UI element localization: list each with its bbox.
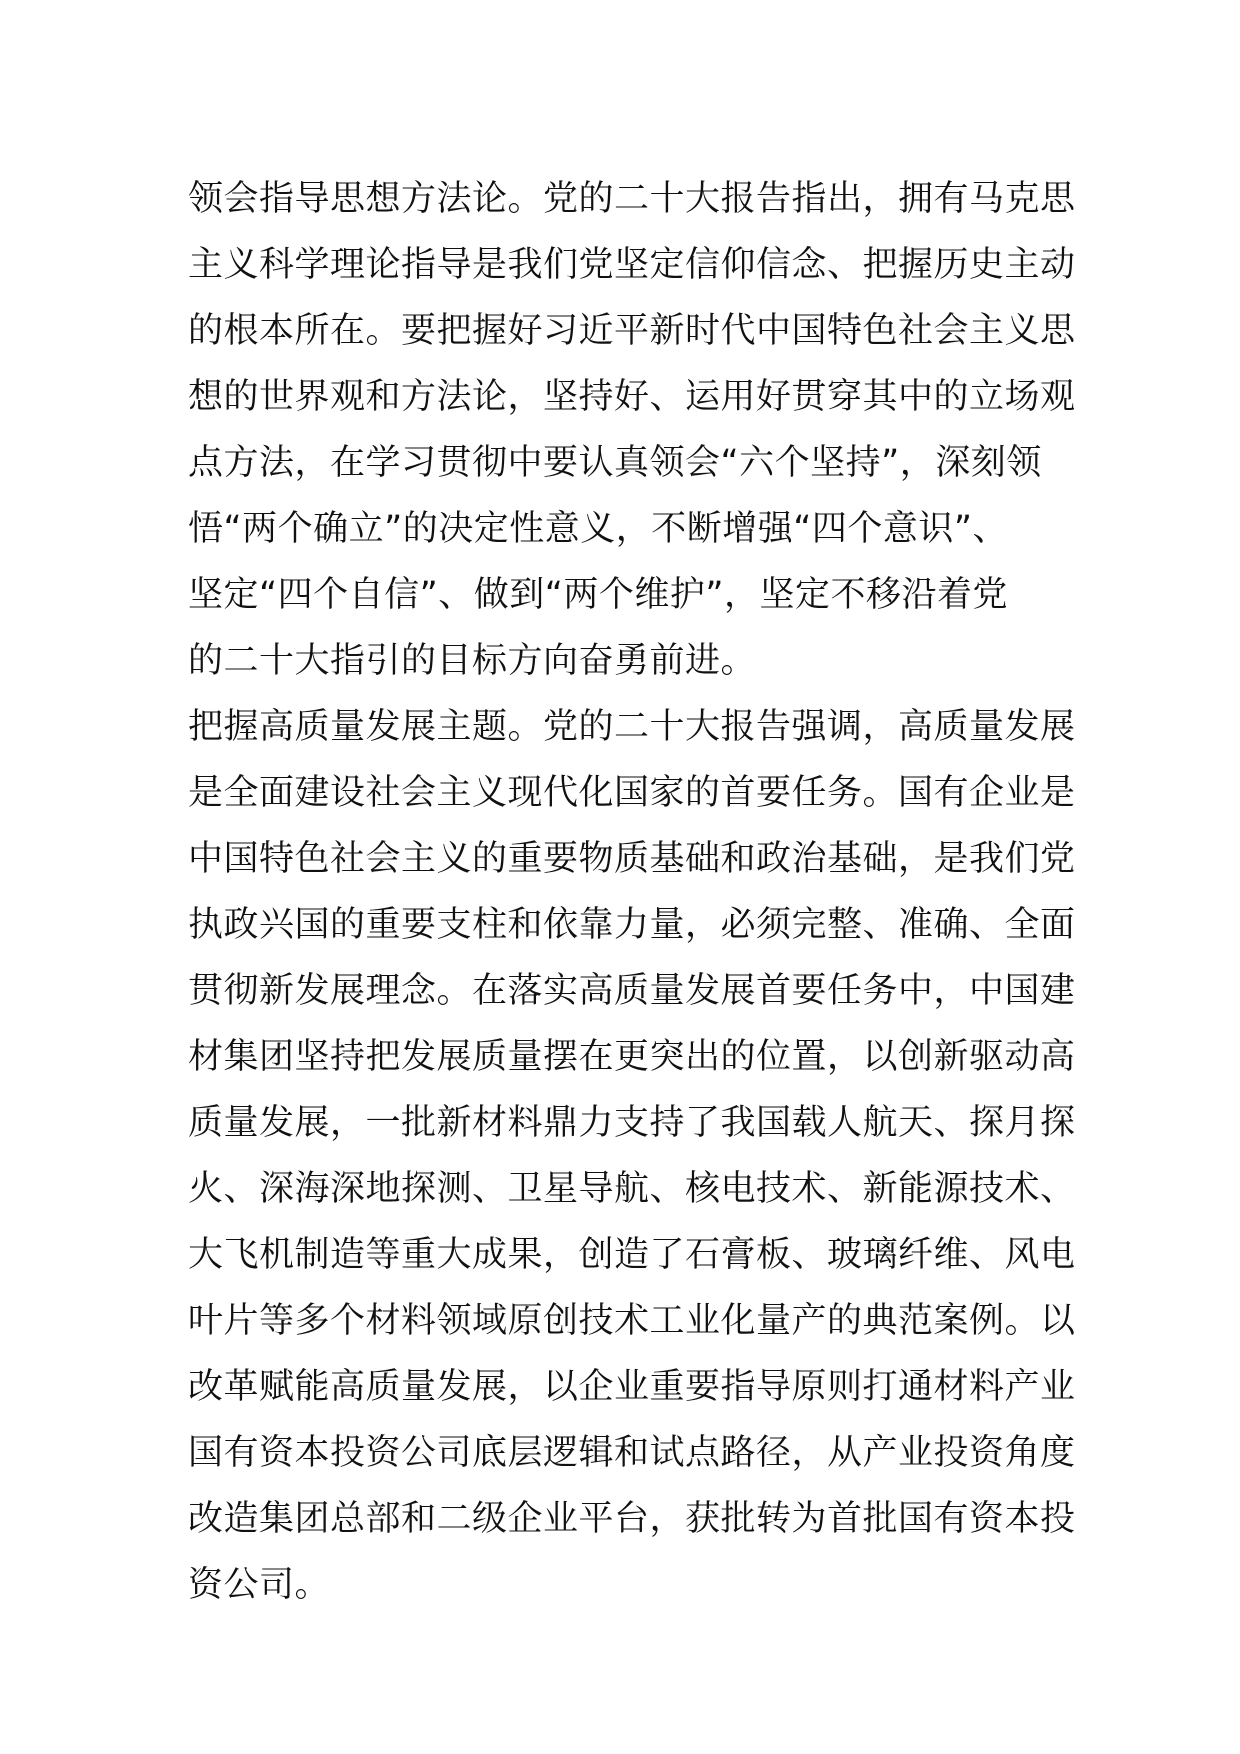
text-line: 想的世界观和方法论，坚持好、运用好贯穿其中的立场观 xyxy=(188,377,1076,417)
text-line: 是全面建设社会主义现代化国家的首要任务。国有企业是 xyxy=(188,773,1076,813)
text-line: 资公司。 xyxy=(188,1565,331,1605)
text-line: 叶片等多个材料领域原创技术工业化量产的典范案例。以 xyxy=(188,1301,1076,1341)
text-line: 中国特色社会主义的重要物质基础和政治基础，是我们党 xyxy=(188,839,1076,879)
text-line: 材集团坚持把发展质量摆在更突出的位置，以创新驱动高 xyxy=(188,1037,1076,1077)
paragraph-high-quality-development xyxy=(188,694,1076,1618)
text-line: 的根本所在。要把握好习近平新时代中国特色社会主义思 xyxy=(188,311,1076,351)
text-line: 改造集团总部和二级企业平台，获批转为首批国有资本投 xyxy=(188,1499,1076,1539)
text-line: 坚定“四个自信”、做到“两个维护”，坚定不移沿着党 xyxy=(188,575,1009,615)
document-body xyxy=(188,166,1076,1618)
text-line: 执政兴国的重要支柱和依靠力量，必须完整、准确、全面 xyxy=(188,905,1076,945)
text-line: 悟“两个确立”的决定性意义，不断增强“四个意识”、 xyxy=(188,509,1009,549)
text-line: 改革赋能高质量发展，以企业重要指导原则打通材料产业 xyxy=(188,1367,1076,1407)
paragraph-guiding-thought xyxy=(188,166,1076,694)
text-line: 的二十大指引的目标方向奋勇前进。 xyxy=(188,641,757,681)
text-line: 领会指导思想方法论。党的二十大报告指出，拥有马克思 xyxy=(188,179,1076,219)
text-line: 大飞机制造等重大成果，创造了石膏板、玻璃纤维、风电 xyxy=(188,1235,1076,1275)
text-line: 火、深海深地探测、卫星导航、核电技术、新能源技术、 xyxy=(188,1169,1076,1209)
text-line: 主义科学理论指导是我们党坚定信仰信念、把握历史主动 xyxy=(188,245,1076,285)
text-line: 贯彻新发展理念。在落实高质量发展首要任务中，中国建 xyxy=(188,971,1076,1011)
text-line: 把握高质量发展主题。党的二十大报告强调，高质量发展 xyxy=(188,707,1076,747)
text-line: 国有资本投资公司底层逻辑和试点路径，从产业投资角度 xyxy=(188,1433,1076,1473)
text-line: 质量发展，一批新材料鼎力支持了我国载人航天、探月探 xyxy=(188,1103,1076,1143)
text-line: 点方法，在学习贯彻中要认真领会“六个坚持”，深刻领 xyxy=(188,443,1042,483)
